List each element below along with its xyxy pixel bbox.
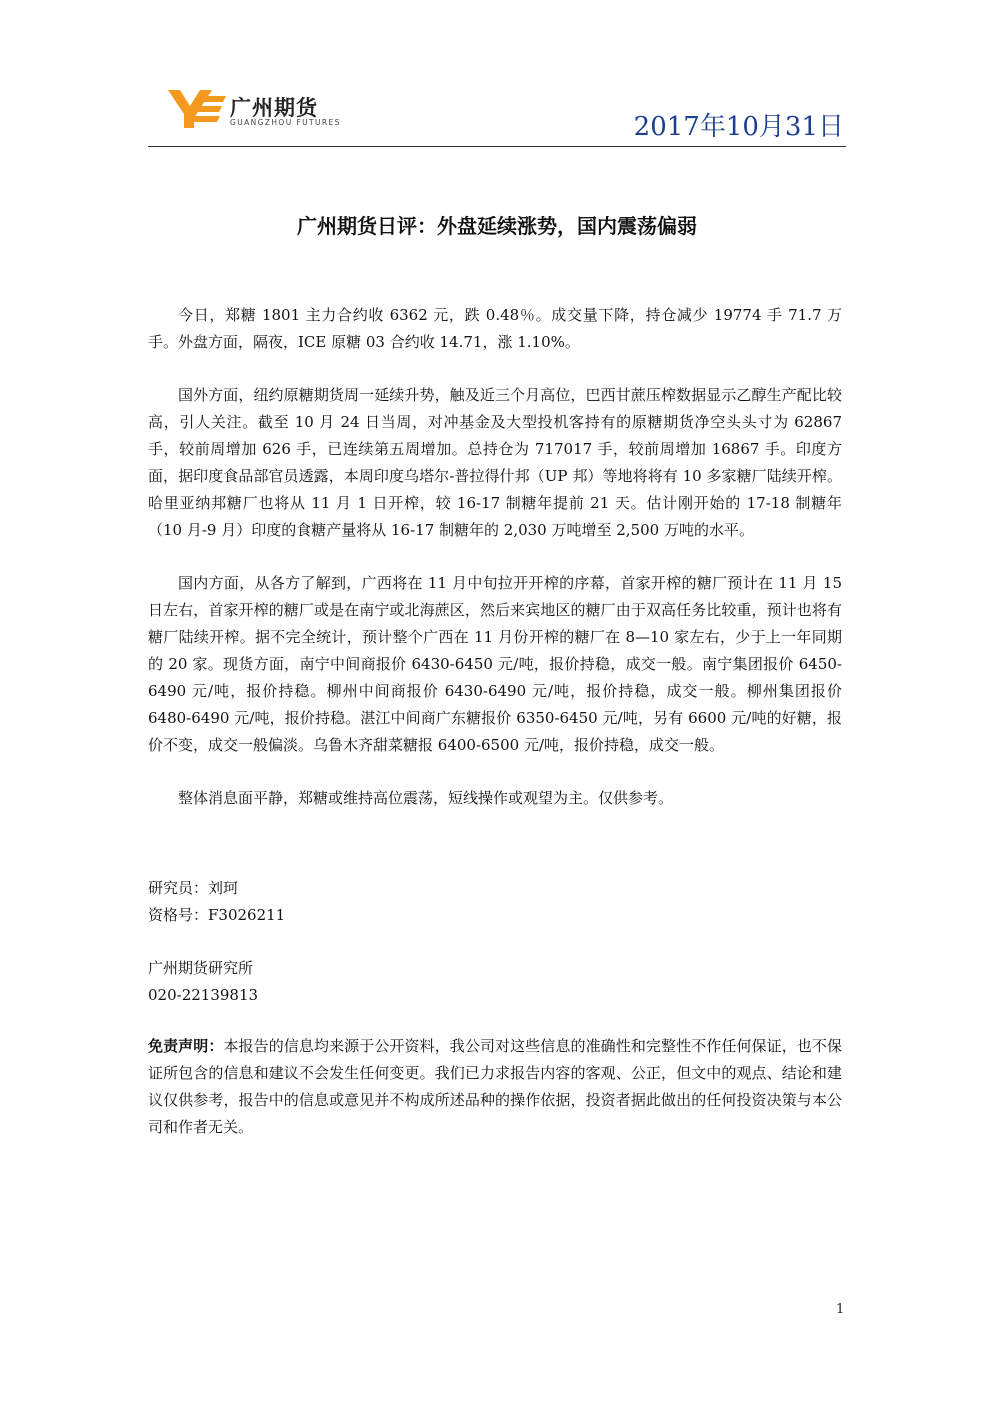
researcher-name: 研究员：刘珂 [148, 879, 239, 897]
disclaimer-text: 本报告的信息均来源于公开资料，我公司对这些信息的准确性和完整性不作任何保证，也不保证所包含的信息和建议不会发生任何变更。我们已力求报告内容的客观、公正，但文中的观点、结论和建议仅供参考，报告中的信息或意见并不构成所述品种的操作依据，投资者据此做出的任何投资决策与本公司和作者无关。 [148, 1037, 842, 1136]
disclaimer-label: 免责声明： [148, 1037, 224, 1055]
logo-english-name: GUANGZHOU FUTURES [230, 118, 341, 127]
paragraph-domestic: 国内方面，从各方了解到，广西将在 11 月中旬拉开开榨的序幕，首家开榨的糖厂预计在 11 月 15 日左右，首家开榨的糖厂或是在南宁或北海蔗区，然后来宾地区的糖厂由于双高任务比较重，预计也将有糖厂陆续开榨。据不完全统计，预计整个广西在 11 月份开榨的糖厂在 8—10 家左右，少于上一年同期的 20 家。现货方面，南宁中间商报价 6430-6450 元/吨，报价持稳，成交一般。南宁集团报价 6450-6490 元/吨，报价持稳。柳州中间商报价 6430-6490 元/吨，报价持稳，成交一般。柳州集团报价 6480-6490 元/吨，报价持稳。湛江中间商广东糖报价 6350-6450 元/吨，另有 6600 元/吨的好糖，报价不变，成交一般偏淡。乌鲁木齐甜菜糖报 6400-6500 元/吨，报价持稳，成交一般。 [148, 574, 842, 754]
paragraph-market-summary: 今日，郑糖 1801 主力合约收 6362 元，跌 0.48％。成交量下降，持仓减少 19774 手 71.7 万手。外盘方面，隔夜，ICE 原糖 03 合约收 14.71，涨 1.10%。 [148, 306, 842, 351]
disclaimer [148, 1033, 842, 1141]
page-number: 1 [836, 1302, 845, 1317]
page-header [148, 84, 846, 146]
institute-name: 广州期货研究所 [148, 959, 254, 977]
paragraph-overseas: 国外方面，纽约原糖期货周一延续升势，触及近三个月高位，巴西甘蔗压榨数据显示乙醇生产配比较高，引人关注。截至 10 月 24 日当周，对冲基金及大型投机客持有的原糖期货净空头头寸为 62867 手，较前周增加 626 手，已连续第五周增加。总持仓为 717017 手，较前周增加 16867 手。印度方面，据印度食品部官员透露，本周印度乌塔尔-普拉得什邦（UP 邦）等地将将有 10 多家糖厂陆续开榨。哈里亚纳邦糖厂也将从 11 月 1 日开榨，较 16-17 制糖年提前 21 天。估计刚开始的 17-18 制糖年（10 月-9 月）印度的食糖产量将从 16-17 制糖年的 2,030 万吨增至 2,500 万吨的水平。 [148, 386, 842, 539]
paragraph-conclusion: 整体消息面平静，郑糖或维持高位震荡，短线操作或观望为主。仅供参考。 [178, 789, 674, 807]
report-body [148, 302, 842, 838]
researcher-info [148, 875, 842, 929]
company-logo [168, 88, 388, 138]
guangzhou-futures-logo-icon [168, 88, 226, 130]
researcher-license: 资格号：F3026211 [148, 906, 286, 924]
header-divider [148, 146, 846, 147]
report-date: 2017年10月31日 [633, 112, 844, 142]
report-title: 广州期货日评：外盘延续涨势，国内震荡偏弱 [297, 214, 697, 238]
institute-phone: 020-22139813 [148, 986, 259, 1004]
institute-info [148, 955, 842, 1009]
logo-chinese-name: 广州期货 [230, 96, 318, 120]
